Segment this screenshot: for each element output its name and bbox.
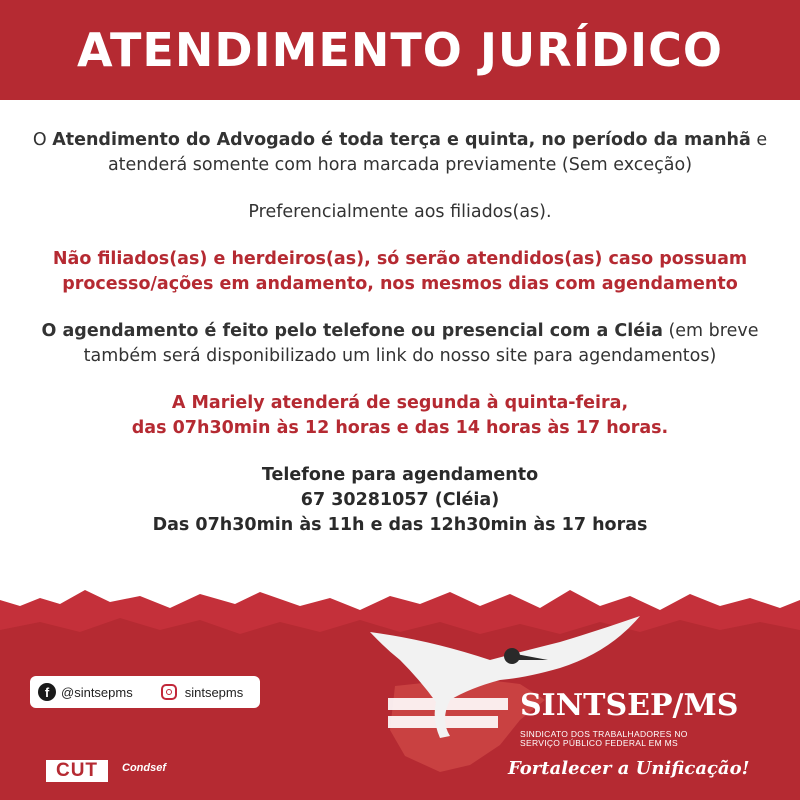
page-title: ATENDIMENTO JURÍDICO	[77, 23, 723, 77]
paragraph-mariely	[20, 391, 780, 441]
header-banner	[0, 0, 800, 100]
social-links-bar	[30, 676, 260, 708]
paragraph-attendance	[20, 128, 780, 178]
instagram-link[interactable]	[161, 684, 244, 700]
sintsep-logo-text: SINTSEP/MS	[520, 688, 739, 723]
main-content	[20, 128, 780, 560]
condsef-logo: Condsef	[122, 762, 166, 774]
p5-line2: das 07h30min às 12 horas e das 14 horas às 17 horas.	[131, 418, 669, 438]
p1-bold: Atendimento do Advogado é toda terça e quinta, no período da manhã	[52, 130, 751, 150]
p1-prefix: O	[32, 130, 53, 150]
p4-suffix: (em breve também será disponibilizado um link do nosso site para agendamentos)	[83, 321, 759, 366]
paragraph-scheduling	[20, 319, 780, 369]
paragraph-non-members: Não filiados(as) e herdeiros(as), só serão atendidos(as) caso possuam processo/ações em andamento, nos mesmos dias com agendamento	[52, 249, 748, 294]
p1-suffix: e atenderá somente com hora marcada previamente (Sem exceção)	[107, 130, 768, 175]
facebook-link[interactable]	[38, 683, 133, 701]
contact-block	[20, 463, 780, 538]
facebook-icon: f	[38, 683, 56, 701]
contact-hours: Das 07h30min às 11h e das 12h30min às 17 horas	[152, 515, 648, 535]
slogan: Fortalecer a Unificação!	[508, 758, 750, 779]
p4-bold: O agendamento é feito pelo telefone ou presencial com a Cléia	[41, 321, 663, 341]
cut-logo: CUT	[46, 760, 108, 782]
sintsep-subtitle: SINDICATO DOS TRABALHADORES NO SERVIÇO PÚBLICO FEDERAL EM MS	[520, 729, 688, 748]
instagram-handle: sintsepms	[184, 684, 244, 700]
paragraph-preference: Preferencialmente aos filiados(as).	[248, 202, 552, 222]
p5-line1: A Mariely atenderá de segunda à quinta-feira,	[171, 393, 629, 413]
contact-phone: 67 30281057 (Cléia)	[300, 490, 500, 510]
contact-title: Telefone para agendamento	[261, 465, 539, 485]
facebook-handle: @sintsepms	[61, 684, 133, 700]
instagram-icon	[161, 684, 177, 700]
